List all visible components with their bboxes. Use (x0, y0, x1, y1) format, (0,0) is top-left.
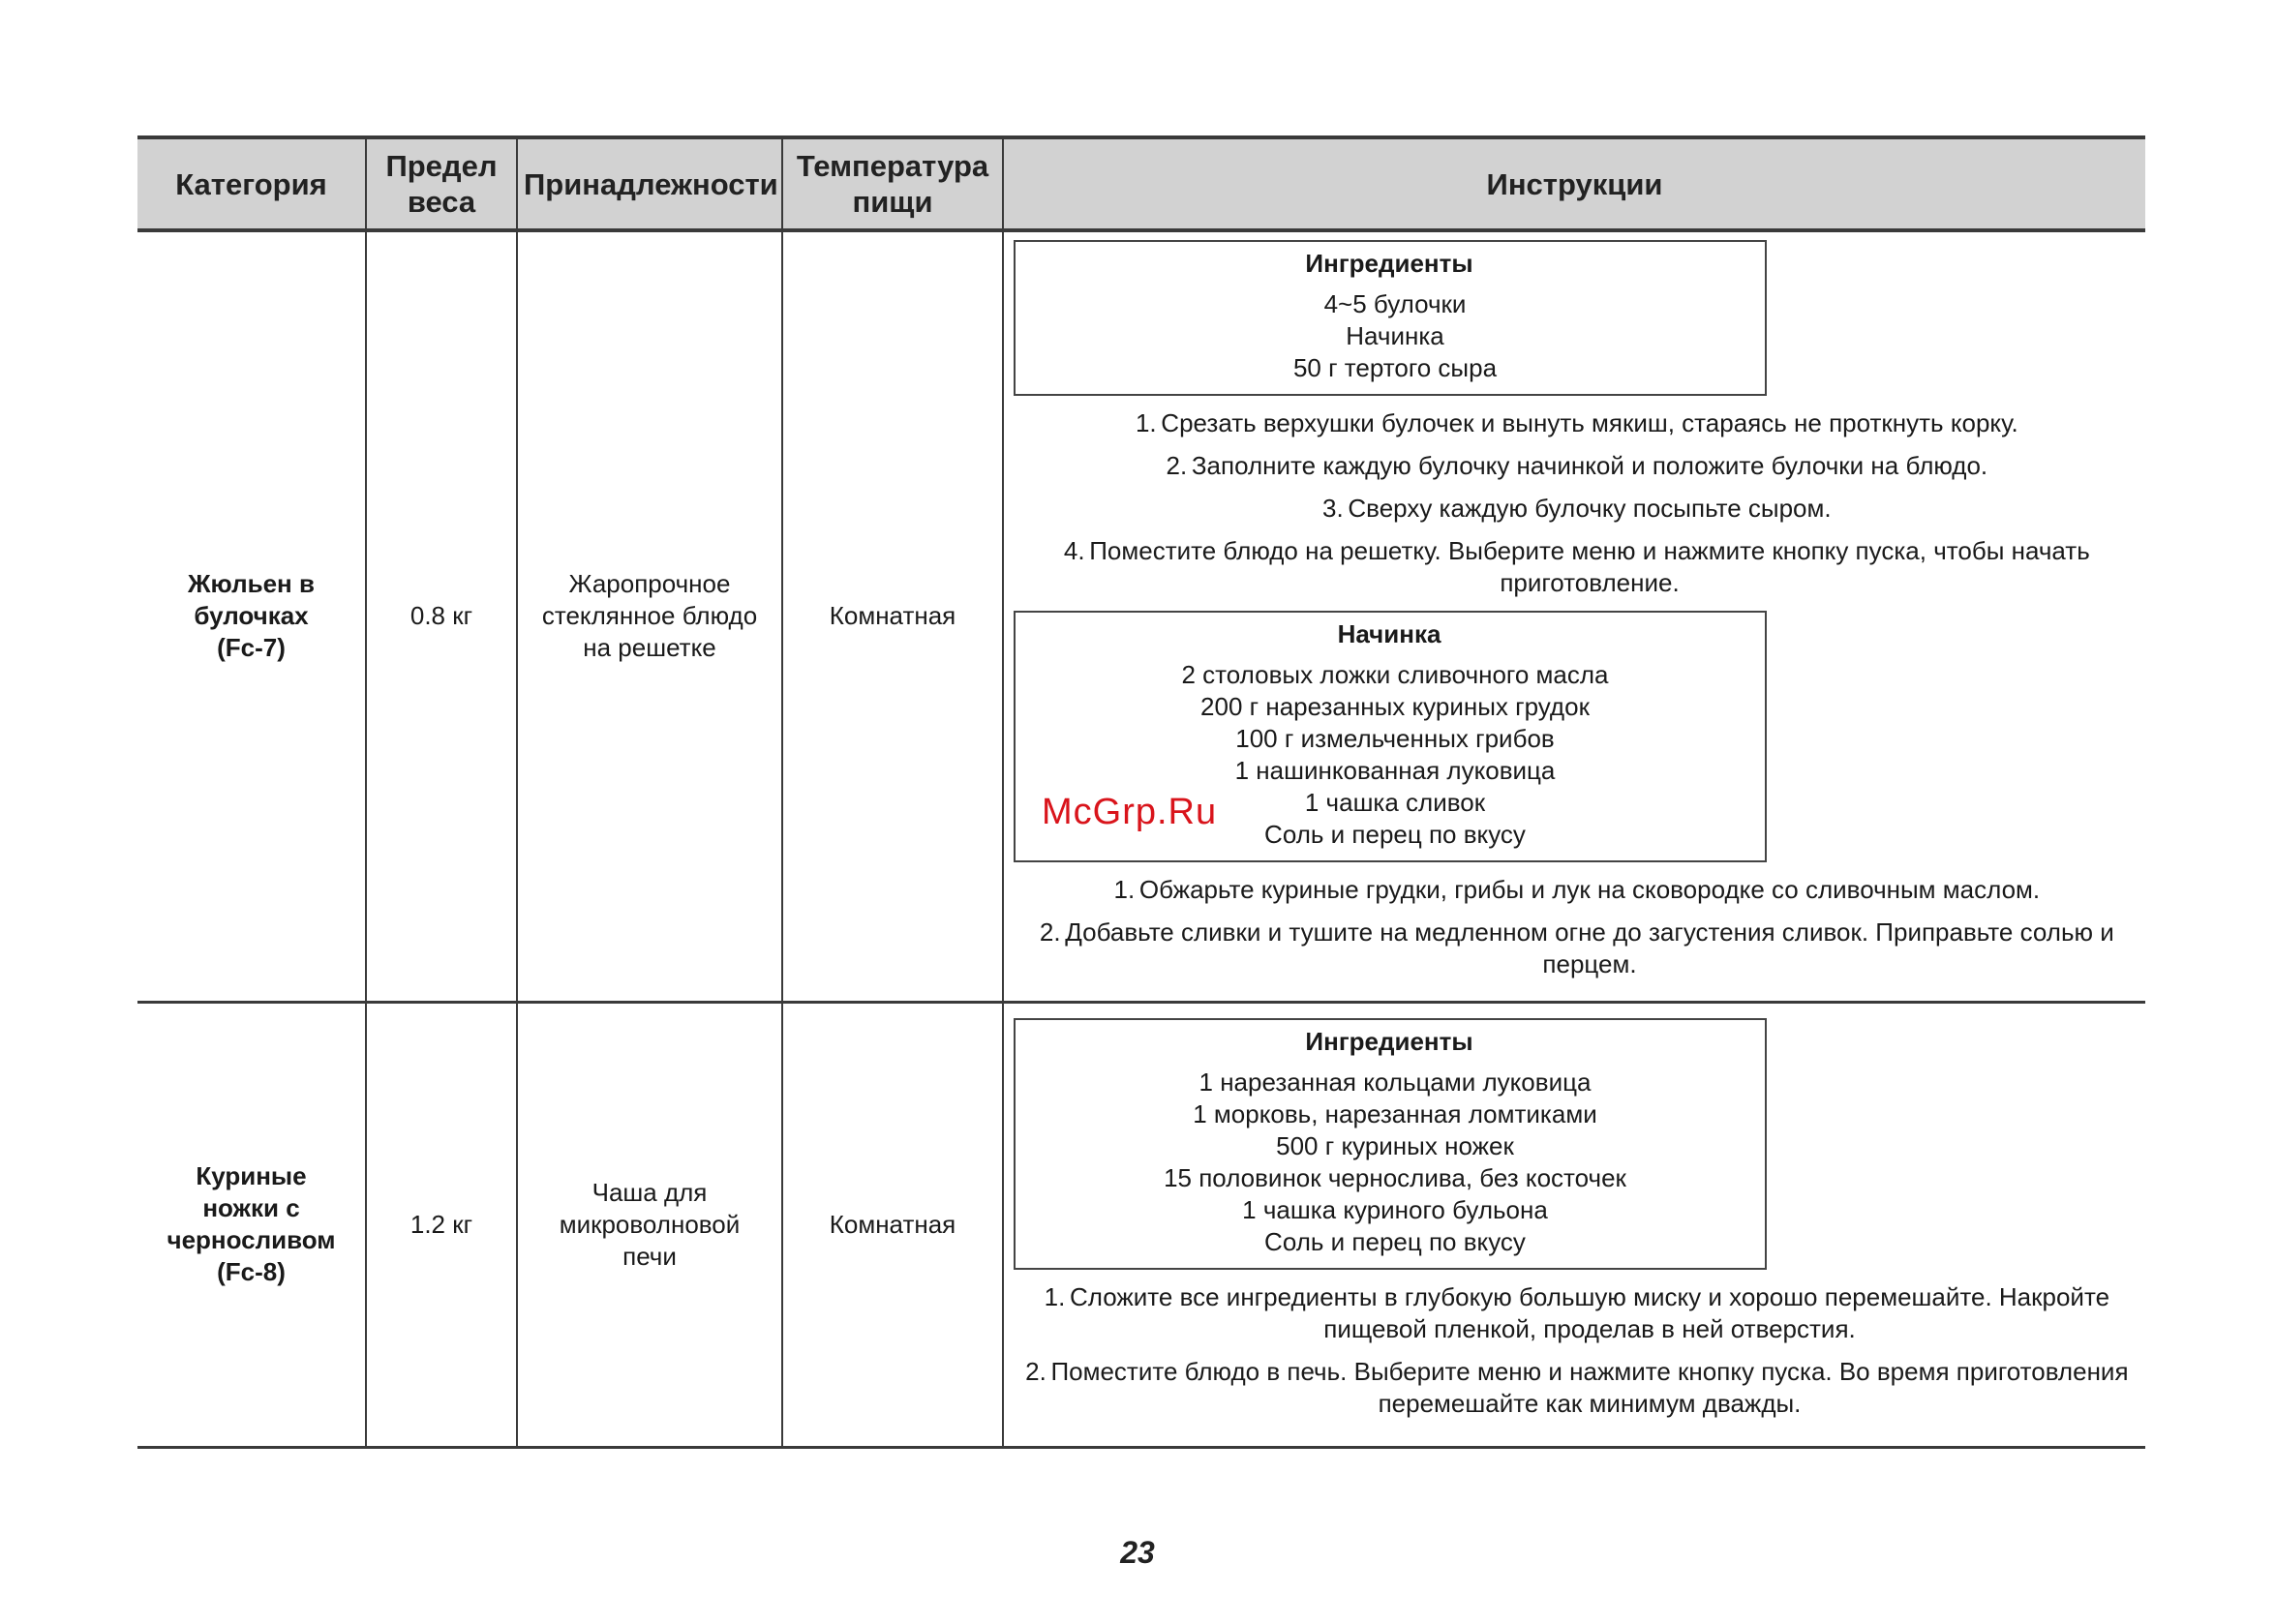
ingredient-line: 4~5 булочки (1323, 289, 1467, 319)
ingredients-box (1014, 240, 1767, 396)
step-text: Обжарьте куриные грудки, грибы и лук на сковородке со сливочным маслом. (1138, 875, 2041, 905)
ingredient-line: 100 г измельченных грибов (1235, 724, 1555, 754)
table-row (137, 230, 2145, 1002)
category-cell (137, 1002, 366, 1447)
watermark-text: McGrp.Ru (1042, 792, 1218, 832)
step-item (1014, 535, 2136, 599)
page-number: 23 (1120, 1535, 1155, 1570)
category-line: черносливом (167, 1225, 336, 1254)
accessory-line: микроволновой (559, 1209, 741, 1239)
instructions-cell (1003, 1002, 2145, 1447)
accessory-line: Жаропрочное (568, 569, 731, 599)
category-line: ножки с (202, 1193, 300, 1222)
header-weight-line2: веса (407, 185, 476, 219)
steps-list (1014, 874, 2136, 980)
step-text: Поместите блюдо в печь. Выберите меню и нажмите кнопку пуска. Во время приготовления перемешайте как минимум дважды. (1050, 1356, 2129, 1418)
header-row (137, 137, 2145, 230)
accessory-line: печи (622, 1241, 677, 1271)
step-item (1014, 407, 2136, 439)
accessory-line: Чаша для (592, 1177, 708, 1207)
ingredient-line: 50 г тертого сыра (1292, 353, 1498, 383)
header-instructions: Инструкции (1003, 137, 2145, 230)
step-text: Срезать верхушки булочек и вынуть мякиш, стараясь не проткнуть корку. (1161, 408, 2018, 438)
header-weight-line1: Предел (385, 149, 498, 183)
ingredient-line: Соль и перец по вкусу (1264, 820, 1526, 850)
weight-cell: 1.2 кг (366, 1002, 517, 1447)
ingredient-line: 1 нарезанная кольцами луковица (1198, 1067, 1592, 1097)
step-number: 2. (1025, 1356, 1046, 1386)
step-item (1014, 1356, 2136, 1420)
step-item (1014, 874, 2136, 906)
step-number: 4. (1063, 536, 1085, 566)
step-item (1014, 450, 2136, 482)
step-text: Заполните каждую булочку начинкой и положите булочки на блюдо. (1191, 451, 1988, 481)
ingredients-title: Ингредиенты (1305, 249, 1473, 279)
ingredient-line: Начинка (1346, 321, 1444, 351)
weight-cell: 0.8 кг (366, 230, 517, 1002)
ingredient-line: 1 морковь, нарезанная ломтиками (1193, 1098, 1597, 1128)
step-number: 2. (1039, 917, 1061, 947)
step-item (1014, 917, 2136, 980)
accessory-line: стеклянное блюдо (541, 601, 758, 631)
category-line: Куриные (196, 1161, 307, 1190)
temperature-cell: Комнатная (782, 230, 1003, 1002)
step-number: 3. (1322, 494, 1344, 524)
temperature-cell: Комнатная (782, 1002, 1003, 1447)
step-text: Поместите блюдо на решетку. Выберите меню и нажмите кнопку пуска, чтобы начать приготовление. (1089, 536, 2090, 598)
step-text: Сложите все ингредиенты в глубокую большую миску и хорошо перемешайте. Накройте пищевой пленкой, проделав в ней отверстия. (1069, 1281, 2110, 1343)
ingredient-line: 15 половинок чернослива, без косточек (1164, 1162, 1626, 1192)
accessory-line: на решетке (583, 633, 716, 663)
category-line: (Fc-7) (217, 633, 286, 663)
step-number: 1. (1113, 875, 1136, 905)
step-number: 2. (1166, 451, 1188, 481)
filling-title: Начинка (1337, 619, 1441, 649)
step-text: Сверху каждую булочку посыпьте сыром. (1348, 494, 1832, 524)
header-temp-line2: пищи (852, 185, 933, 219)
steps-list (1014, 407, 2136, 599)
ingredient-line: 500 г куриных ножек (1276, 1130, 1514, 1160)
header-temperature (782, 137, 1003, 230)
accessory-cell (517, 1002, 782, 1447)
ingredient-line: Соль и перец по вкусу (1264, 1226, 1526, 1256)
ingredient-line: 200 г нарезанных куриных грудок (1200, 692, 1590, 722)
step-item (1014, 1281, 2136, 1345)
table-row (137, 1002, 2145, 1447)
step-item (1014, 493, 2136, 525)
category-line: булочках (194, 601, 309, 631)
ingredient-line: 2 столовых ложки сливочного масла (1181, 660, 1609, 690)
header-weight (366, 137, 517, 230)
header-temp-line1: Температура (796, 149, 989, 183)
steps-list (1014, 1281, 2136, 1420)
step-number: 1. (1135, 408, 1157, 438)
category-cell (137, 230, 366, 1002)
ingredients-title: Ингредиенты (1305, 1026, 1473, 1056)
accessory-cell (517, 230, 782, 1002)
instructions-cell (1003, 230, 2145, 1002)
ingredient-line: 1 чашка сливок (1304, 788, 1486, 818)
step-text: Добавьте сливки и тушите на медленном огне до загустения сливок. Приправьте солью и перцем. (1065, 917, 2114, 979)
category-line: (Fc-8) (217, 1257, 286, 1286)
ingredient-line: 1 чашка куриного бульона (1242, 1194, 1548, 1224)
ingredients-box (1014, 1018, 1767, 1270)
header-accessories: Принадлежности (517, 137, 782, 230)
header-category: Категория (137, 137, 366, 230)
category-line: Жюльен в (188, 569, 315, 599)
step-number: 1. (1044, 1281, 1066, 1311)
ingredient-line: 1 нашинкованная луковица (1234, 756, 1556, 786)
